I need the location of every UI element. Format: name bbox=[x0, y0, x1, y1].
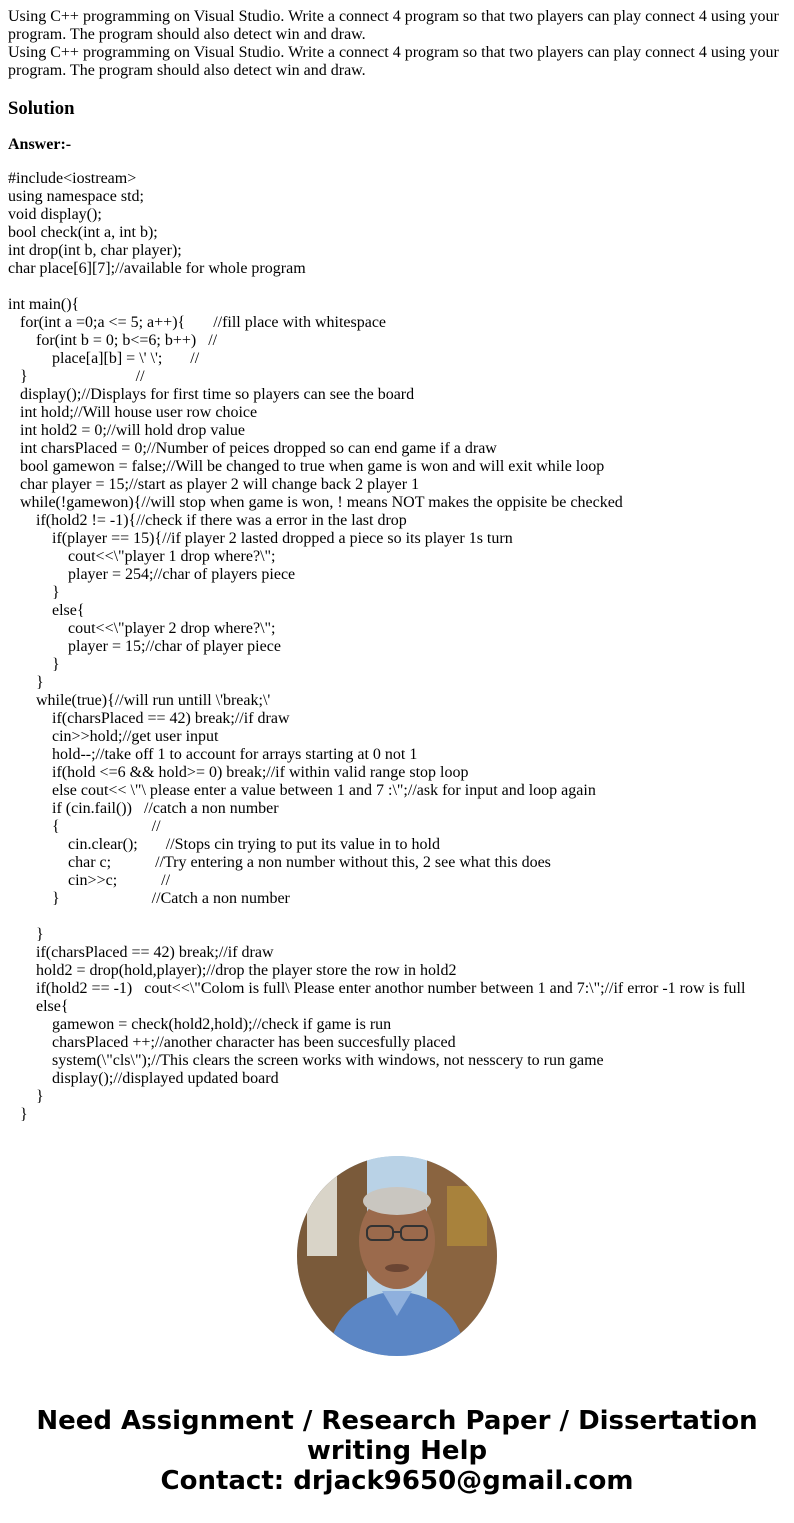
code-line: if(hold2 == -1) cout<<\"Colom is full\ Please enter anothor number between 1 and 7:\";//if error -1 row is full bbox=[8, 980, 746, 997]
code-line: if(hold <=6 && hold>= 0) break;//if within valid range stop loop bbox=[8, 764, 469, 781]
promo-line-1: Need Assignment / Research Paper / Dissertation bbox=[36, 1406, 758, 1436]
question-paragraph-1: Using C++ programming on Visual Studio. Write a connect 4 program so that two players can play connect 4 using your program. The program should also detect win and draw. bbox=[8, 8, 779, 43]
code-line: bool gamewon = false;//Will be changed to true when game is won and will exit while loop bbox=[8, 458, 605, 475]
code-line: } // bbox=[8, 368, 145, 385]
code-line: hold--;//take off 1 to account for arrays starting at 0 not 1 bbox=[8, 746, 418, 763]
code-line: cout<<\"player 2 drop where?\"; bbox=[8, 620, 276, 637]
code-line: gamewon = check(hold2,hold);//check if game is run bbox=[8, 1016, 392, 1033]
code-line: for(int a =0;a <= 5; a++){ //fill place with whitespace bbox=[8, 314, 387, 331]
code-line: place[a][b] = \' \'; // bbox=[8, 350, 200, 367]
code-line: cin>>hold;//get user input bbox=[8, 728, 219, 745]
code-line: int main(){ bbox=[8, 296, 80, 313]
code-line: hold2 = drop(hold,player);//drop the player store the row in hold2 bbox=[8, 962, 457, 979]
code-line: display();//Displays for first time so players can see the board bbox=[8, 386, 415, 403]
code-line: int charsPlaced = 0;//Number of peices dropped so can end game if a draw bbox=[8, 440, 497, 457]
code-line: cout<<\"player 1 drop where?\"; bbox=[8, 548, 276, 565]
promo-line-3: Contact: drjack9650@gmail.com bbox=[160, 1466, 634, 1496]
author-portrait-icon bbox=[297, 1156, 497, 1356]
solution-heading: Solution bbox=[8, 98, 75, 119]
promo-line-2: writing Help bbox=[306, 1436, 488, 1466]
code-line: for(int b = 0; b<=6; b++) // bbox=[8, 332, 218, 349]
code-block bbox=[8, 170, 786, 1124]
code-line: if (cin.fail()) //catch a non number bbox=[8, 800, 279, 817]
code-line: while(!gamewon){//will stop when game is won, ! means NOT makes the oppisite be checked bbox=[8, 494, 623, 511]
code-line: } bbox=[8, 584, 60, 601]
author-avatar bbox=[297, 1156, 497, 1356]
promo-banner bbox=[8, 1406, 786, 1496]
code-line: { // bbox=[8, 818, 161, 835]
code-line: void display(); bbox=[8, 206, 102, 223]
code-line: if(hold2 != -1){//check if there was a error in the last drop bbox=[8, 512, 407, 529]
question-block bbox=[8, 8, 786, 80]
avatar-container bbox=[8, 1156, 786, 1356]
code-line: int hold2 = 0;//will hold drop value bbox=[8, 422, 246, 439]
code-line: player = 15;//char of player piece bbox=[8, 638, 281, 655]
code-line: if(charsPlaced == 42) break;//if draw bbox=[8, 710, 290, 727]
question-paragraph-2: Using C++ programming on Visual Studio. Write a connect 4 program so that two players can play connect 4 using your program. The program should also detect win and draw. bbox=[8, 44, 779, 79]
code-line: system(\"cls\");//This clears the screen works with windows, not nesscery to run game bbox=[8, 1052, 604, 1069]
code-line: #include<iostream> bbox=[8, 170, 137, 187]
code-line: bool check(int a, int b); bbox=[8, 224, 158, 241]
code-line: else{ bbox=[8, 602, 85, 619]
code-line: char c; //Try entering a non number without this, 2 see what this does bbox=[8, 854, 551, 871]
code-line: char player = 15;//start as player 2 will change back 2 player 1 bbox=[8, 476, 420, 493]
code-line: charsPlaced ++;//another character has been succesfully placed bbox=[8, 1034, 456, 1051]
code-line: } bbox=[8, 926, 44, 943]
code-line: while(true){//will run untill \'break;\' bbox=[8, 692, 271, 709]
code-line: else cout<< \"\ please enter a value between 1 and 7 :\";//ask for input and loop again bbox=[8, 782, 596, 799]
code-line: using namespace std; bbox=[8, 188, 144, 205]
code-line: if(player == 15){//if player 2 lasted dropped a piece so its player 1s turn bbox=[8, 530, 513, 547]
code-line: } bbox=[8, 1088, 44, 1105]
code-line: } bbox=[8, 674, 44, 691]
code-line: } bbox=[8, 1106, 28, 1123]
code-line: cin>>c; // bbox=[8, 872, 171, 889]
code-line: int hold;//Will house user row choice bbox=[8, 404, 258, 421]
code-line: cin.clear(); //Stops cin trying to put its value in to hold bbox=[8, 836, 440, 853]
code-line: display();//displayed updated board bbox=[8, 1070, 279, 1087]
code-line bbox=[8, 278, 786, 296]
code-line: player = 254;//char of players piece bbox=[8, 566, 296, 583]
code-line: } //Catch a non number bbox=[8, 890, 290, 907]
code-line: if(charsPlaced == 42) break;//if draw bbox=[8, 944, 274, 961]
code-line: else{ bbox=[8, 998, 69, 1015]
code-line: int drop(int b, char player); bbox=[8, 242, 182, 259]
code-line: char place[6][7];//available for whole program bbox=[8, 260, 306, 277]
code-line bbox=[8, 908, 786, 926]
answer-label: Answer:- bbox=[8, 136, 72, 153]
code-line: } bbox=[8, 656, 60, 673]
